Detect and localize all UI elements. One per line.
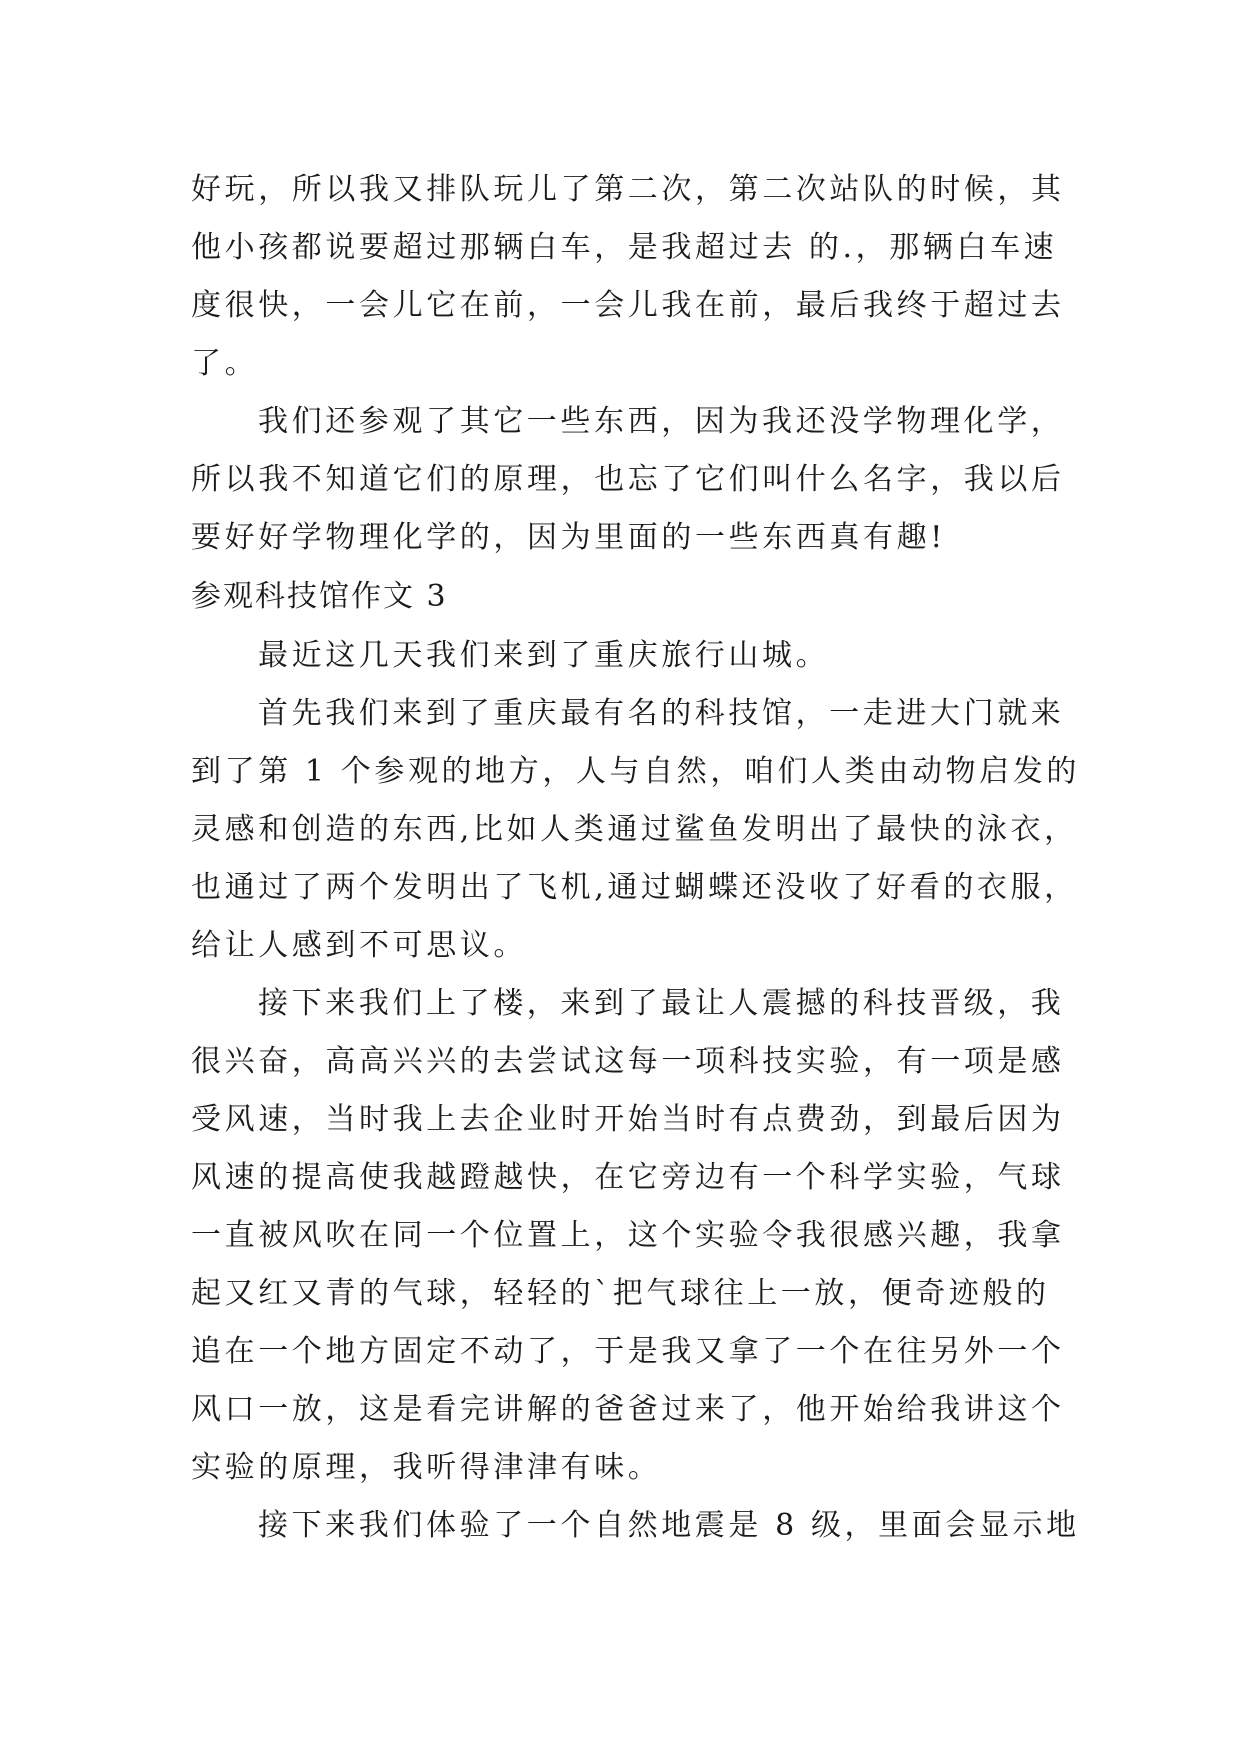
text-line: 给让人感到不可思议。 xyxy=(191,928,527,963)
text-line: 了。 xyxy=(191,346,259,381)
text-line: 一直被风吹在同一个位置上，这个实验令我很感兴趣，我拿 xyxy=(191,1218,1065,1253)
text-line: 追在一个地方固定不动了，于是我又拿了一个在往另外一个 xyxy=(191,1334,1065,1369)
text-line: 风速的提高使我越蹬越快，在它旁边有一个科学实验，气球 xyxy=(191,1160,1065,1195)
text-line: 也通过了两个发明出了飞机,通过蝴蝶还没收了好看的衣服， xyxy=(191,870,1078,905)
text-line: 他小孩都说要超过那辆白车，是我超过去 的.，那辆白车速 xyxy=(191,230,1058,265)
paragraph-first-line: 接下来我们上了楼，来到了最让人震撼的科技晋级，我 xyxy=(258,986,1065,1021)
text-line: 到了第 1 个参观的地方，人与自然，咱们人类由动物启发的 xyxy=(191,754,1080,789)
text-line: 度很快，一会儿它在前，一会儿我在前，最后我终于超过去 xyxy=(191,288,1065,323)
text-line: 受风速，当时我上去企业时开始当时有点费劲，到最后因为 xyxy=(191,1102,1065,1137)
paragraph-first-line: 我们还参观了其它一些东西，因为我还没学物理化学， xyxy=(258,404,1065,439)
text-line: 风口一放，这是看完讲解的爸爸过来了，他开始给我讲这个 xyxy=(191,1392,1065,1427)
text-line: 实验的原理，我听得津津有味。 xyxy=(191,1450,662,1485)
paragraph-first-line: 接下来我们体验了一个自然地震是 8 级，里面会显示地 xyxy=(258,1508,1080,1543)
paragraph-first-line: 最近这几天我们来到了重庆旅行山城。 xyxy=(258,638,830,673)
text-line: 灵感和创造的东西,比如人类通过鲨鱼发明出了最快的泳衣， xyxy=(191,812,1078,847)
text-line: 很兴奋，高高兴兴的去尝试这每一项科技实验，有一项是感 xyxy=(191,1044,1065,1079)
text-line: 所以我不知道它们的原理，也忘了它们叫什么名字，我以后 xyxy=(191,462,1065,497)
text-line: 要好好学物理化学的，因为里面的一些东西真有趣! xyxy=(191,520,946,555)
text-line: 起又红又青的气球，轻轻的`把气球往上一放，便奇迹般的 xyxy=(191,1276,1050,1311)
section-heading: 参观科技馆作文 3 xyxy=(191,579,448,614)
text-line: 好玩，所以我又排队玩儿了第二次，第二次站队的时候，其 xyxy=(191,172,1065,207)
paragraph-first-line: 首先我们来到了重庆最有名的科技馆，一走进大门就来 xyxy=(258,696,1065,731)
